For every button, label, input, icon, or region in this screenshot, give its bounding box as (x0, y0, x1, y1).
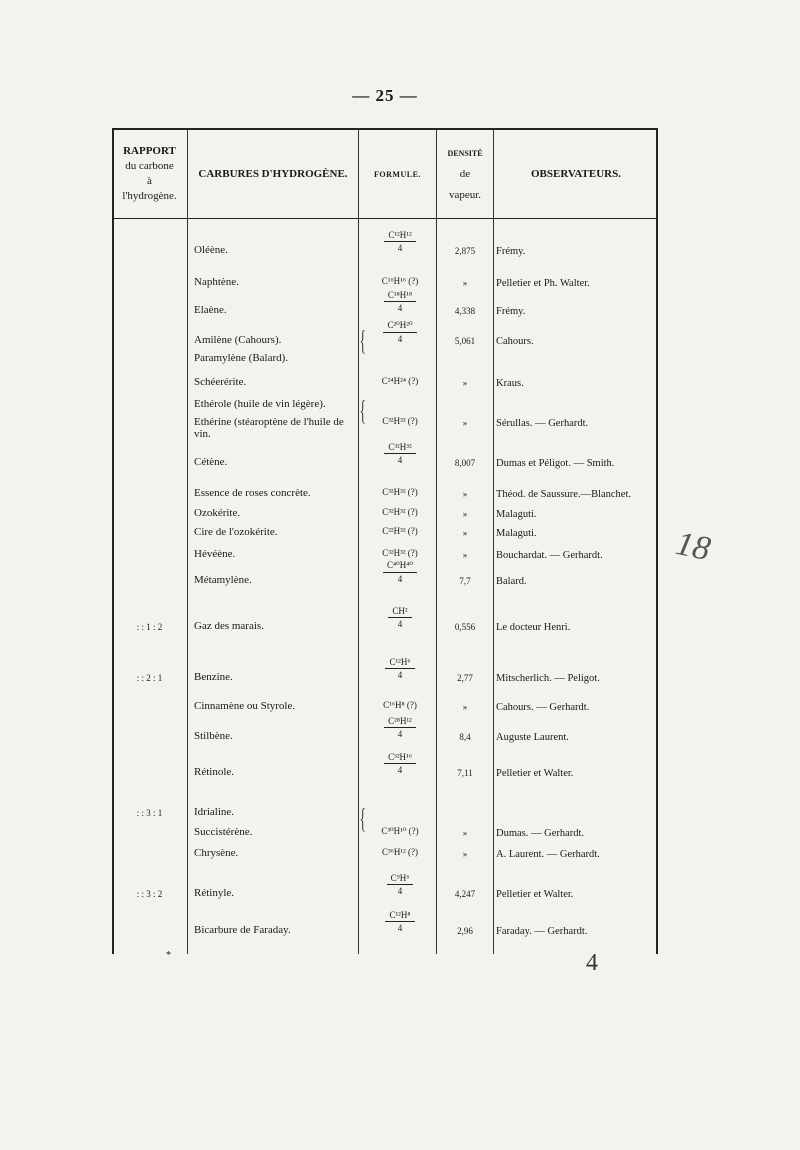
formula-fraction (385, 910, 414, 933)
formula-cell (364, 700, 436, 710)
hydrocarbon-name: Ethérole (huile de vin légère). (194, 398, 326, 410)
formula-denominator: 4 (397, 455, 403, 465)
formula-fraction (383, 320, 416, 344)
observer-cell: Frémy. (496, 246, 526, 257)
formula-cell (364, 806, 436, 816)
formula-fraction (384, 716, 416, 739)
formula-numerator: C³²H³² (384, 442, 415, 454)
formula-numerator: C¹²H⁸ (385, 910, 414, 922)
observer-cell: Frémy. (496, 306, 526, 317)
hydrocarbon-name: Rétinyle. (194, 887, 235, 899)
ratio-cell: : : 2 : 1 (136, 673, 163, 683)
density-cell: » (462, 278, 468, 288)
formula-denominator: 4 (397, 574, 403, 584)
density-cell: » (462, 828, 468, 838)
observer-cell: Malaguti. (496, 509, 537, 520)
density-cell: » (462, 528, 468, 538)
formula-cell (364, 847, 436, 857)
formula-numerator: CH² (388, 606, 411, 618)
hydrocarbon-name: Ethérine (stéaroptène de l'huile de vin. (194, 416, 344, 440)
observer-cell: Pelletier et Walter. (496, 889, 574, 900)
formula-fraction (382, 847, 418, 857)
formula-cell (364, 910, 436, 933)
density-cell: 7,11 (457, 768, 473, 778)
formula-numerator: C¹²H⁶ (385, 657, 414, 669)
observer-cell: Le docteur Henri. (496, 622, 571, 633)
formula-numerator: C³²H³² (?) (382, 548, 418, 558)
formula-fraction (382, 416, 418, 426)
formula-cell (364, 230, 436, 253)
observer-cell: Sérullas. — Gerhardt. (496, 418, 589, 429)
formula-denominator: 4 (397, 729, 403, 739)
formula-fraction (383, 700, 417, 710)
header-ratio-line: à (147, 175, 152, 187)
observer-cell: Kraus. (496, 378, 524, 389)
brace-mark: { (359, 804, 367, 835)
header-density-line: DENSITÉ (447, 148, 483, 158)
observer-cell: Dumas et Péligot. — Smith. (496, 458, 615, 469)
formula-numerator: C¹⁸H¹⁸ (384, 290, 416, 302)
ratio-cell: : : 3 : 1 (136, 808, 163, 818)
observer-cell: Auguste Laurent. (496, 732, 569, 743)
hydrocarbon-name: Oléène. (194, 244, 228, 256)
formula-cell (364, 826, 436, 837)
formula-numerator: C³²H³² (?) (382, 416, 418, 426)
hydrocarbon-name: Elaène. (194, 304, 227, 316)
formula-fraction (382, 376, 418, 386)
formula-fraction (384, 752, 416, 775)
formula-numerator: C³⁰H¹⁰ (?) (381, 826, 419, 836)
observer-cell: Faraday. — Gerhardt. (496, 926, 588, 937)
density-cell: 5,061 (454, 336, 476, 346)
hydrocarbon-name: Cétène. (194, 456, 228, 468)
density-cell: » (462, 418, 468, 428)
hydrocarbon-name: Cire de l'ozokérite. (194, 526, 278, 538)
observer-cell: Pelletier et Walter. (496, 768, 574, 779)
density-cell: » (462, 489, 468, 499)
density-cell: » (462, 509, 468, 519)
formula-numerator: C³²H³² (?) (382, 487, 418, 497)
formula-numerator: C²⁴H²⁴ (?) (381, 376, 419, 386)
formula-cell (364, 487, 436, 497)
observer-cell: Cahours. (496, 336, 534, 347)
observer-cell: A. Laurent. — Gerhardt. (496, 849, 600, 860)
formula-fraction (387, 873, 414, 896)
header-observers: OBSERVATEURS. (531, 167, 621, 180)
formula-fraction (382, 526, 418, 536)
header-ratio-line: RAPPORT (123, 145, 176, 157)
header-hydrocarbons: CARBURES D'HYDROGÈNE. (198, 167, 348, 180)
hydrocarbon-name: Métamylène. (194, 574, 252, 586)
hydrocarbon-name: Paramylène (Balard). (194, 352, 289, 364)
formula-cell (364, 398, 436, 408)
formula-cell (364, 416, 436, 426)
formula-denominator: 4 (397, 619, 403, 629)
formula-numerator: C⁹H⁶ (387, 873, 414, 885)
formula-fraction (382, 507, 418, 517)
hydrocarbon-name: Ozokérite. (194, 507, 241, 519)
formula-cell (364, 752, 436, 775)
density-cell: 4,247 (454, 889, 476, 899)
formula-fraction (385, 657, 414, 680)
formula-numerator: C⁴⁰H⁴⁰ (383, 560, 417, 573)
observer-cell: Pelletier et Ph. Walter. (496, 278, 590, 289)
density-cell: 2,77 (457, 673, 473, 683)
formula-denominator: 4 (397, 923, 403, 933)
margin-note: 18 (672, 524, 714, 569)
formula-numerator: C³²H³² (?) (382, 507, 418, 517)
formula-fraction (381, 826, 418, 837)
hydrocarbon-name: Cinnamène ou Styrole. (194, 700, 296, 712)
formula-numerator: C¹⁶H¹⁶ (?) (381, 276, 419, 286)
header-density (437, 132, 493, 216)
formula-cell (364, 352, 436, 362)
ratio-cell: : : 3 : 2 (136, 889, 163, 899)
observer-cell: Cahours. — Gerhardt. (496, 702, 590, 713)
formula-denominator: 4 (397, 670, 403, 680)
formula-fraction (382, 276, 418, 286)
column-divider (436, 128, 437, 954)
density-cell: 2,96 (457, 926, 473, 936)
formula-fraction (384, 442, 415, 465)
density-cell: 2,875 (454, 246, 476, 256)
formula-fraction (382, 548, 418, 558)
hydrocarbon-name: Hévéène. (194, 548, 236, 560)
formula-denominator: 4 (397, 765, 403, 775)
formula-cell (364, 276, 436, 286)
density-cell: » (462, 702, 468, 712)
formula-cell (364, 606, 436, 629)
hydrocarbon-name: Stilbène. (194, 730, 233, 742)
hydrocarbon-name: Gaz des marais. (194, 620, 264, 632)
header-formula: FORMULE. (374, 169, 421, 179)
observer-cell: Malaguti. (496, 528, 537, 539)
observer-cell: Balard. (496, 576, 527, 587)
hydrocarbon-name: Essence de roses concrète. (194, 487, 311, 499)
density-cell: 0,556 (454, 622, 476, 632)
observer-cell: Bouchardat. — Gerhardt. (496, 550, 603, 561)
formula-numerator: C²²H³² (?) (382, 526, 418, 536)
formula-fraction (388, 606, 411, 629)
column-divider (493, 128, 494, 954)
sheet-mark: 4 (586, 950, 598, 976)
formula-cell (364, 290, 436, 313)
ratio-cell: : : 1 : 2 (136, 622, 163, 632)
formula-cell (364, 873, 436, 896)
hydrocarbon-name: Rétinole. (194, 766, 235, 778)
formula-cell (364, 376, 436, 386)
formula-numerator: C²⁰H²⁰ (383, 320, 416, 333)
page-number: — 25 — (352, 86, 418, 105)
header-density-line: de (459, 167, 471, 180)
formula-fraction (383, 560, 417, 584)
formula-fraction (382, 487, 418, 497)
formula-numerator: C¹²H¹² (384, 230, 415, 242)
formula-numerator: C²⁸H¹² (384, 716, 416, 728)
header-ratio-line: du carbone (125, 160, 174, 172)
formula-denominator: 4 (397, 886, 403, 896)
formula-fraction (384, 230, 415, 253)
formula-denominator: 4 (397, 303, 403, 313)
observer-cell: Dumas. — Gerhardt. (496, 828, 585, 839)
header-density-line: vapeur. (448, 188, 482, 201)
header-ratio (112, 132, 187, 216)
density-cell: 8,007 (454, 458, 476, 468)
hydrocarbon-name: Succistérène. (194, 826, 253, 838)
brace-mark: { (359, 396, 367, 427)
hydrocarbon-name: Chrysène. (194, 847, 239, 859)
hydrocarbon-name: Benzine. (194, 671, 233, 683)
density-cell: » (462, 550, 468, 560)
observer-cell: Théod. de Saussure.—Blanchet. (496, 489, 632, 500)
formula-cell (364, 657, 436, 680)
formula-denominator: 4 (397, 334, 403, 344)
hydrocarbon-name: Naphtène. (194, 276, 239, 288)
header-divider (112, 218, 658, 219)
density-cell: » (462, 849, 468, 859)
formula-fraction (384, 290, 416, 313)
observer-cell: Mitscherlich. — Peligot. (496, 673, 600, 684)
density-cell: 4,338 (454, 306, 476, 316)
brace-mark: { (359, 326, 367, 357)
hydrocarbon-name: Amilène (Cahours). (194, 334, 282, 346)
formula-numerator: C¹⁶H⁸ (?) (383, 700, 417, 710)
formula-cell (364, 716, 436, 739)
density-cell: » (462, 378, 468, 388)
formula-denominator: 4 (397, 243, 403, 253)
formula-cell (364, 526, 436, 536)
column-divider (187, 128, 188, 954)
formula-cell (364, 548, 436, 558)
formula-cell (364, 320, 436, 344)
asterisk-mark: * (166, 950, 171, 961)
header-ratio-line: l'hydrogène. (122, 190, 177, 202)
formula-cell (364, 507, 436, 517)
formula-cell (364, 442, 436, 465)
hydrocarbon-name: Schéerérite. (194, 376, 247, 388)
density-cell: 7,7 (459, 576, 471, 586)
hydrocarbon-name: Bicarbure de Faraday. (194, 924, 291, 936)
formula-numerator: C³²H¹⁶ (384, 752, 416, 764)
formula-cell (364, 560, 436, 584)
density-cell: 8,4 (459, 732, 471, 742)
formula-numerator: C³⁶H¹² (?) (382, 847, 418, 857)
hydrocarbon-name: Idrialine. (194, 806, 235, 818)
